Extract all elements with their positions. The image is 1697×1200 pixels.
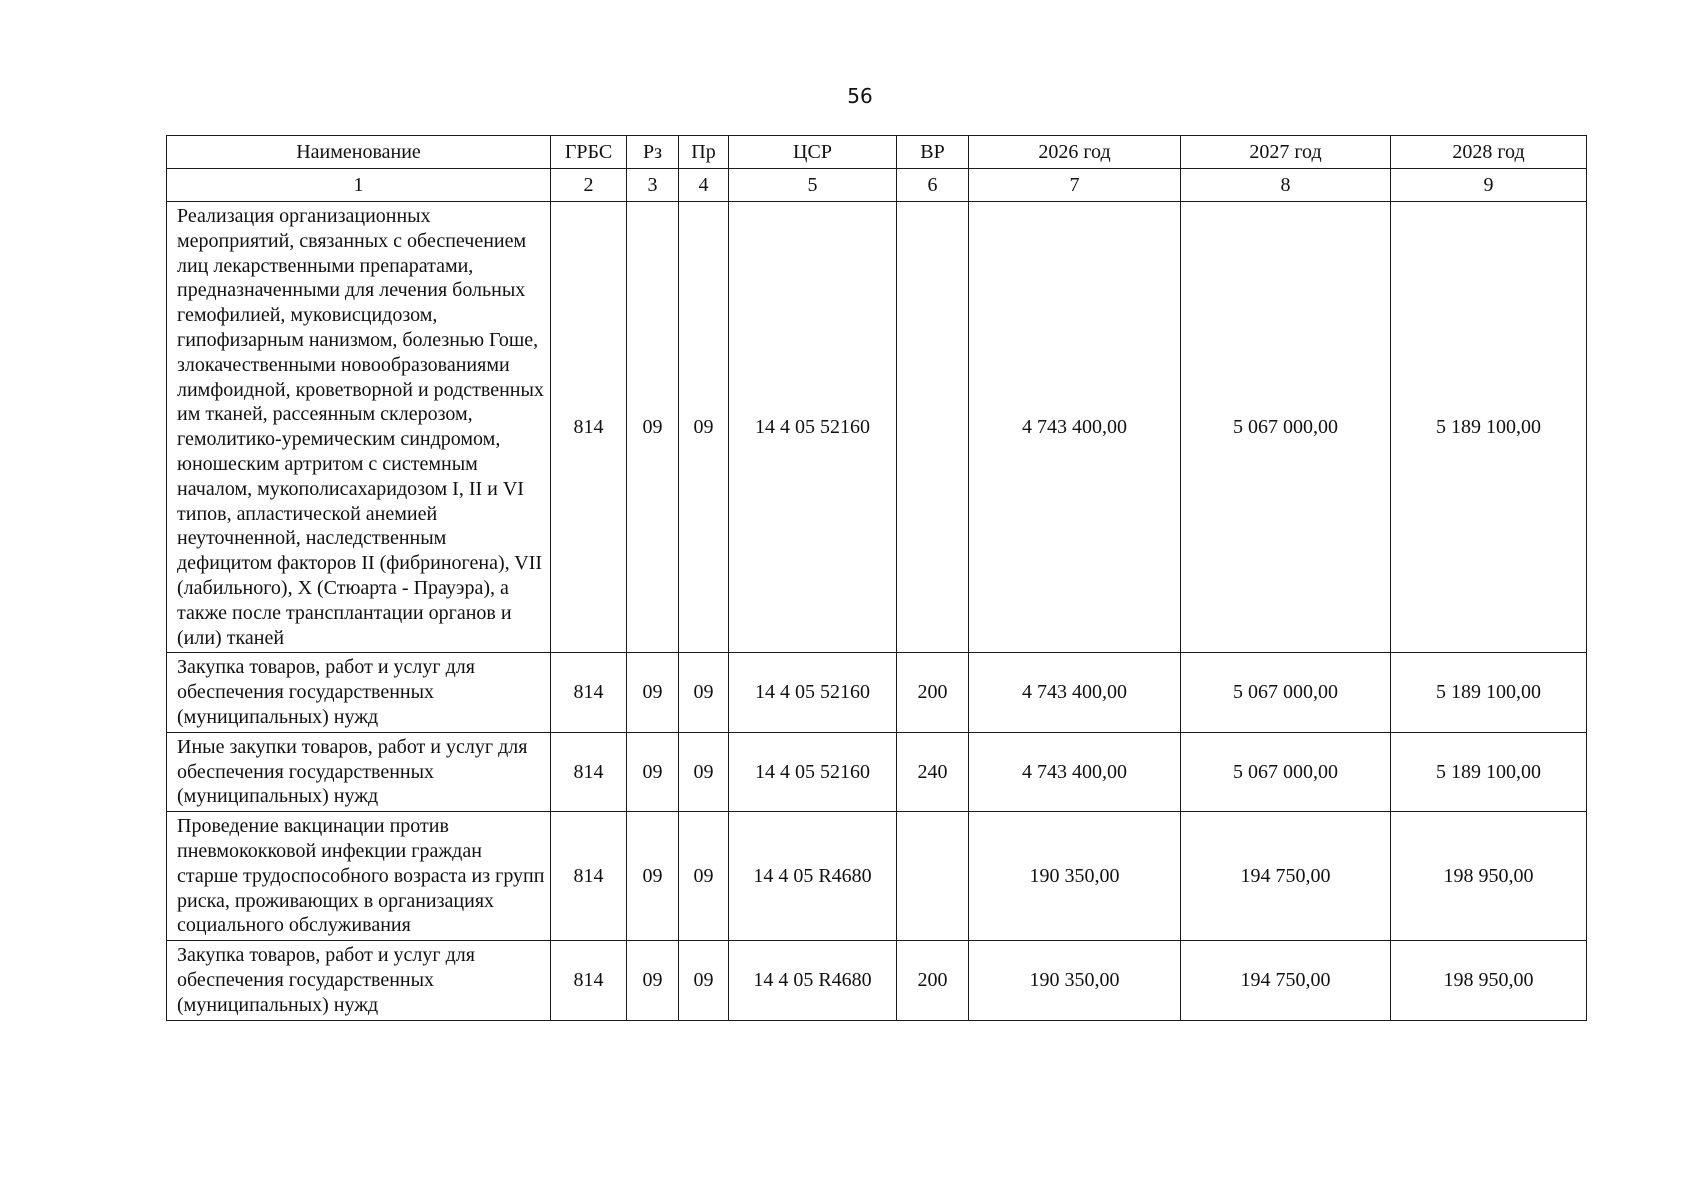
row-pr: 09 [679, 653, 729, 732]
table-row [167, 732, 1587, 811]
row-pr: 09 [679, 812, 729, 941]
row-name: Проведение вакцинации против пневмококковой инфекции граждан старше трудоспособного возраста из групп риска, проживающих в организациях социального обслуживания [167, 812, 551, 941]
table-row [167, 653, 1587, 732]
row-vr: 200 [897, 653, 969, 732]
row-2026: 190 350,00 [969, 941, 1181, 1020]
row-name: Закупка товаров, работ и услуг для обеспечения государственных (муниципальных) нужд [167, 653, 551, 732]
row-csr: 14 4 05 R4680 [729, 941, 897, 1020]
row-2027: 194 750,00 [1181, 812, 1391, 941]
row-rz: 09 [627, 653, 679, 732]
row-grbs: 814 [551, 202, 627, 653]
row-2026: 4 743 400,00 [969, 202, 1181, 653]
row-pr: 09 [679, 202, 729, 653]
row-rz: 09 [627, 732, 679, 811]
row-csr: 14 4 05 R4680 [729, 812, 897, 941]
column-number: 4 [679, 169, 729, 202]
header-vr: ВР [897, 136, 969, 169]
table-row [167, 202, 1587, 653]
row-grbs: 814 [551, 653, 627, 732]
column-number: 6 [897, 169, 969, 202]
row-2027: 194 750,00 [1181, 941, 1391, 1020]
row-vr: 200 [897, 941, 969, 1020]
table-row [167, 812, 1587, 941]
row-grbs: 814 [551, 732, 627, 811]
row-grbs: 814 [551, 941, 627, 1020]
header-name: Наименование [167, 136, 551, 169]
row-csr: 14 4 05 52160 [729, 653, 897, 732]
header-grbs: ГРБС [551, 136, 627, 169]
header-2028: 2028 год [1391, 136, 1587, 169]
row-2027: 5 067 000,00 [1181, 732, 1391, 811]
column-number: 2 [551, 169, 627, 202]
row-csr: 14 4 05 52160 [729, 732, 897, 811]
header-rz: Рз [627, 136, 679, 169]
row-name: Закупка товаров, работ и услуг для обеспечения государственных (муниципальных) нужд [167, 941, 551, 1020]
column-number-row [167, 169, 1587, 202]
column-number: 8 [1181, 169, 1391, 202]
table-row [167, 941, 1587, 1020]
row-2027: 5 067 000,00 [1181, 653, 1391, 732]
row-rz: 09 [627, 812, 679, 941]
row-pr: 09 [679, 941, 729, 1020]
table-header-row [167, 136, 1587, 169]
row-grbs: 814 [551, 812, 627, 941]
column-number: 3 [627, 169, 679, 202]
row-2028: 198 950,00 [1391, 812, 1587, 941]
row-name: Иные закупки товаров, работ и услуг для обеспечения государственных (муниципальных) нужд [167, 732, 551, 811]
row-name: Реализация организационных мероприятий, связанных с обеспечением лиц лекарственными препаратами, предназначенными для лечения больных гемофилией, муковисцидозом, гипофизарным нанизмом, болезнью Гоше, злокачественными новообразованиями лимфоидной, кроветворной и родственных им тканей, рассеянным склерозом, гемолитико-уремическим синдромом, юношеским артритом с системным началом, мукополисахаридозом I, II и VI типов, апластической анемией неуточненной, наследственным дефицитом факторов II (фибриногена), VII (лабильного), X (Стюарта - Прауэра), а также после трансплантации органов и (или) тканей [167, 202, 551, 653]
row-vr: 240 [897, 732, 969, 811]
row-2026: 4 743 400,00 [969, 732, 1181, 811]
row-2026: 4 743 400,00 [969, 653, 1181, 732]
row-rz: 09 [627, 941, 679, 1020]
header-csr: ЦСР [729, 136, 897, 169]
header-2026: 2026 год [969, 136, 1181, 169]
header-pr: Пр [679, 136, 729, 169]
row-rz: 09 [627, 202, 679, 653]
row-vr [897, 202, 969, 653]
row-2028: 198 950,00 [1391, 941, 1587, 1020]
row-2027: 5 067 000,00 [1181, 202, 1391, 653]
row-csr: 14 4 05 52160 [729, 202, 897, 653]
column-number: 9 [1391, 169, 1587, 202]
page-number: 56 [847, 84, 873, 108]
row-2028: 5 189 100,00 [1391, 653, 1587, 732]
row-pr: 09 [679, 732, 729, 811]
header-2027: 2027 год [1181, 136, 1391, 169]
column-number: 1 [167, 169, 551, 202]
row-vr [897, 812, 969, 941]
column-number: 7 [969, 169, 1181, 202]
row-2028: 5 189 100,00 [1391, 202, 1587, 653]
column-number: 5 [729, 169, 897, 202]
row-2028: 5 189 100,00 [1391, 732, 1587, 811]
row-2026: 190 350,00 [969, 812, 1181, 941]
budget-table [166, 135, 1587, 1021]
